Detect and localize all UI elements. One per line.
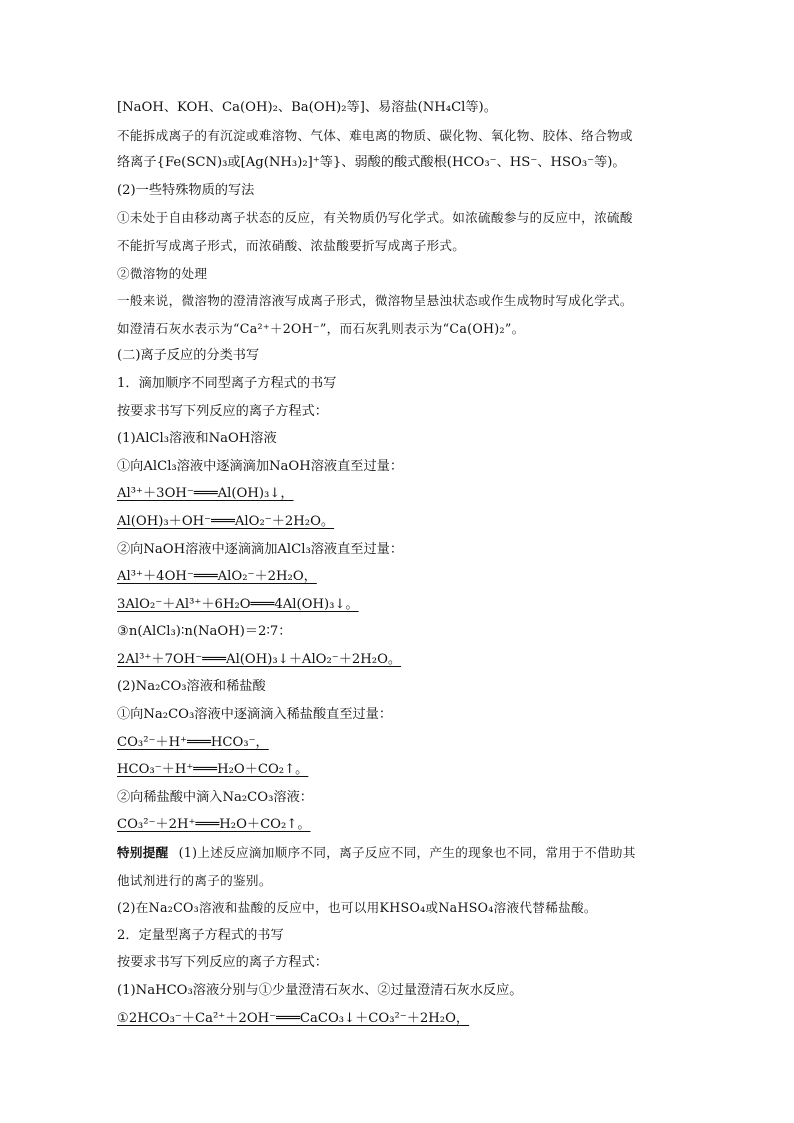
text-line: 如澄清石灰水表示为“Ca²⁺＋2OH⁻”，而石灰乳则表示为“Ca(OH)₂”。 [117, 320, 525, 336]
text-line: 他试剂进行的离子的鉴别。 [117, 872, 272, 888]
equation-line: Al³⁺＋4OH⁻═══AlO₂⁻＋2H₂O， [117, 569, 317, 585]
text-line: (2)在Na₂CO₃溶液和盐酸的反应中，也可以用KHSO₄或NaHSO₄溶液代替稀盐酸。 [117, 900, 597, 916]
section-heading: 2．定量型离子方程式的书写 [117, 927, 284, 943]
section-heading: 1．滴加顺序不同型离子方程式的书写 [117, 375, 337, 391]
text-line: ②向NaOH溶液中逐滴滴加AlCl₃溶液直至过量： [117, 541, 404, 557]
equation-line: Al³⁺＋3OH⁻═══Al(OH)₃↓， [117, 486, 294, 502]
equation-line: CO₃²⁻＋H⁺═══HCO₃⁻， [117, 734, 269, 750]
text-line: ①未处于自由移动离子状态的反应，有关物质仍写化学式。如浓硫酸参与的反应中，浓硫酸 [117, 210, 633, 226]
equation-line: 3AlO₂⁻＋Al³⁺＋6H₂O═══4Al(OH)₃↓。 [117, 596, 359, 612]
text-line: ②微溶物的处理 [117, 265, 208, 281]
equation-line: ①2HCO₃⁻＋Ca²⁺＋2OH⁻═══CaCO₃↓＋CO₃²⁻＋2H₂O， [117, 1010, 470, 1026]
note-line [117, 839, 687, 867]
note-label: 特别提醒 [117, 845, 169, 861]
equation-line: Al(OH)₃＋OH⁻═══AlO₂⁻＋2H₂O。 [117, 513, 335, 529]
text-line: (1)NaHCO₃溶液分别与①少量澄清石灰水、②过量澄清石灰水反应。 [117, 983, 523, 998]
text-line: 一般来说，微溶物的澄清溶液写成离子形式，微溶物呈悬浊状态或作生成物时写成化学式。 [117, 293, 633, 309]
text-line: ③n(AlCl₃)∶n(NaOH)＝2∶7： [117, 624, 292, 640]
subsection-heading: (2)一些特殊物质的写法 [117, 182, 255, 198]
text-line: 按要求书写下列反应的离子方程式： [117, 955, 328, 971]
subsection-heading: (2)Na₂CO₃溶液和稀盐酸 [117, 679, 266, 695]
text-line: ②向稀盐酸中滴入Na₂CO₃溶液： [117, 789, 313, 805]
document-body [117, 94, 687, 1032]
equation-line: HCO₃⁻＋H⁺═══H₂O＋CO₂↑。 [117, 762, 309, 778]
subsection-heading: (1)AlCl₃溶液和NaOH溶液 [117, 431, 277, 447]
text-line: [NaOH、KOH、Ca(OH)₂、Ba(OH)₂等]、易溶盐(NH₄Cl等)。 [117, 100, 497, 115]
text-line: 按要求书写下列反应的离子方程式： [117, 403, 328, 419]
section-heading: (二)离子反应的分类书写 [117, 348, 260, 364]
text-line: ①向Na₂CO₃溶液中逐滴滴入稀盐酸直至过量： [117, 707, 393, 723]
equation-line: 2Al³⁺＋7OH⁻═══Al(OH)₃↓＋AlO₂⁻＋2H₂O。 [117, 651, 402, 667]
note-text: (1)上述反应滴加顺序不同，离子反应不同，产生的现象也不同，常用于不借助其 [178, 845, 636, 861]
text-line: 络离子{Fe(SCN)₃或[Ag(NH₃)₂]⁺等}、弱酸的酸式酸根(HCO₃⁻、HS⁻、HSO₃⁻等)。 [117, 155, 626, 171]
equation-line: CO₃²⁻＋2H⁺═══H₂O＋CO₂↑。 [117, 817, 311, 833]
text-line: ①向AlCl₃溶液中逐滴滴加NaOH溶液直至过量： [117, 458, 404, 474]
text-line: 不能折写成离子形式，而浓硝酸、浓盐酸要折写成离子形式。 [117, 237, 466, 253]
text-line: 不能拆成离子的有沉淀或难溶物、气体、难电离的物质、碳化物、氧化物、胶体、络合物或 [117, 127, 633, 143]
